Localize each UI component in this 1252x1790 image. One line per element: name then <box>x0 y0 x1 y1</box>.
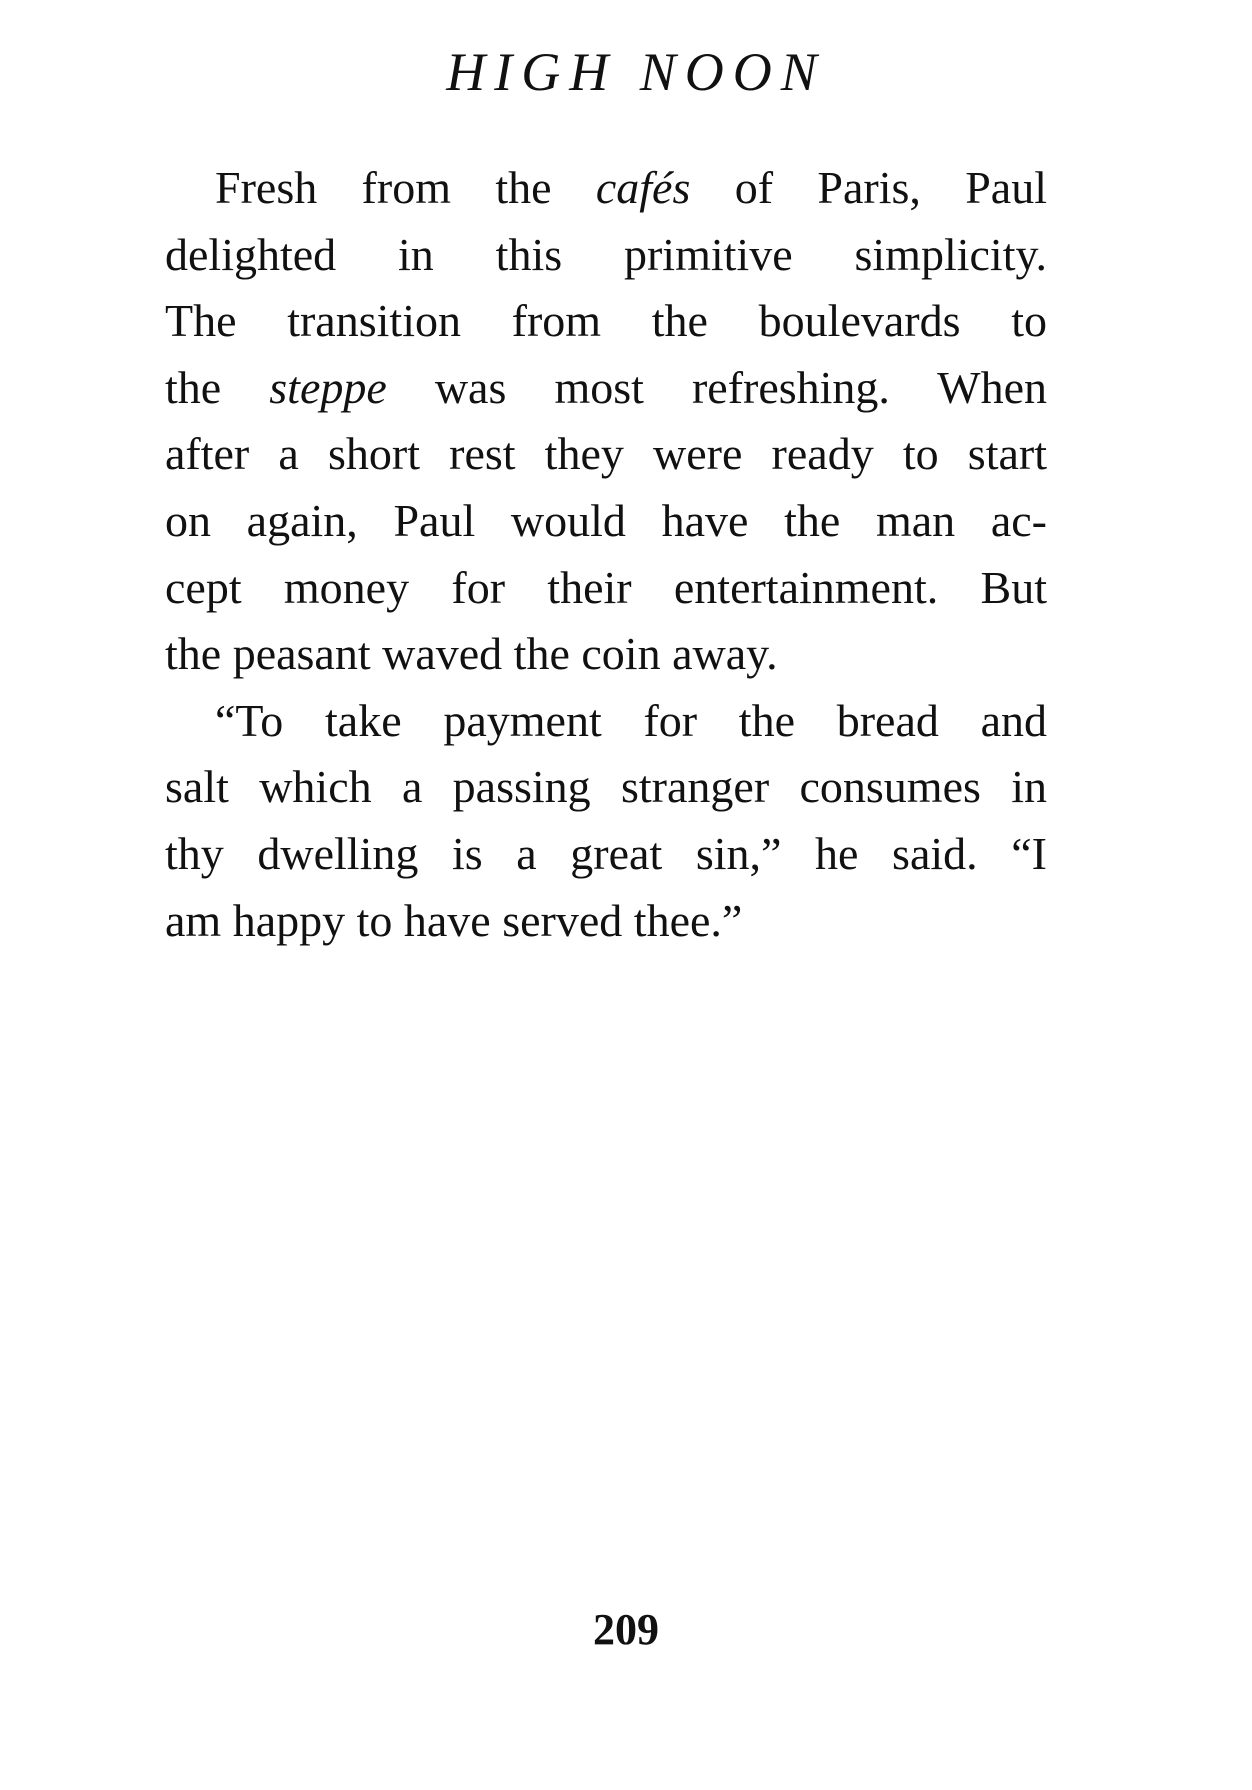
running-head: HIGH NOON <box>446 42 826 102</box>
paragraph <box>165 155 1047 688</box>
text-line <box>165 488 1047 555</box>
text-run: of Paris, Paul <box>690 162 1047 213</box>
text-run: on again, Paul would have the man ac- <box>165 494 1047 546</box>
text-line <box>165 421 1047 488</box>
text-run: delighted in this primitive simplicity. <box>165 228 1047 280</box>
text-run: salt which a passing stranger consumes in <box>165 761 1047 813</box>
text-run: thy dwelling is a great sin,” he said. “I <box>165 827 1047 879</box>
text-run: “To take payment for the bread and <box>215 694 1047 746</box>
text-run: the peasant waved the coin away. <box>165 628 778 680</box>
text-line <box>165 821 1047 888</box>
text-line <box>165 754 1047 821</box>
text-line <box>165 355 1047 422</box>
text-run: cept money for their entertainment. But <box>165 561 1047 613</box>
text-line <box>165 155 1047 222</box>
paragraph <box>165 688 1047 954</box>
text-run: after a short rest they were ready to start <box>165 428 1047 480</box>
text-run: was most refreshing. When <box>386 361 1047 413</box>
text-run: am happy to have served thee.” <box>165 894 743 946</box>
text-run: the <box>165 361 270 413</box>
text-line <box>165 688 1047 755</box>
page-number: 209 <box>593 1605 659 1654</box>
text-run: cafés <box>595 162 691 213</box>
text-line <box>165 288 1047 355</box>
text-run: steppe <box>269 361 387 413</box>
text-run: Fresh from the <box>215 162 596 213</box>
text-run: The transition from the boulevards to <box>165 295 1047 347</box>
text-line <box>165 621 1047 688</box>
text-line <box>165 555 1047 622</box>
text-line <box>165 222 1047 289</box>
text-line <box>165 888 1047 955</box>
body-text <box>165 155 1047 954</box>
